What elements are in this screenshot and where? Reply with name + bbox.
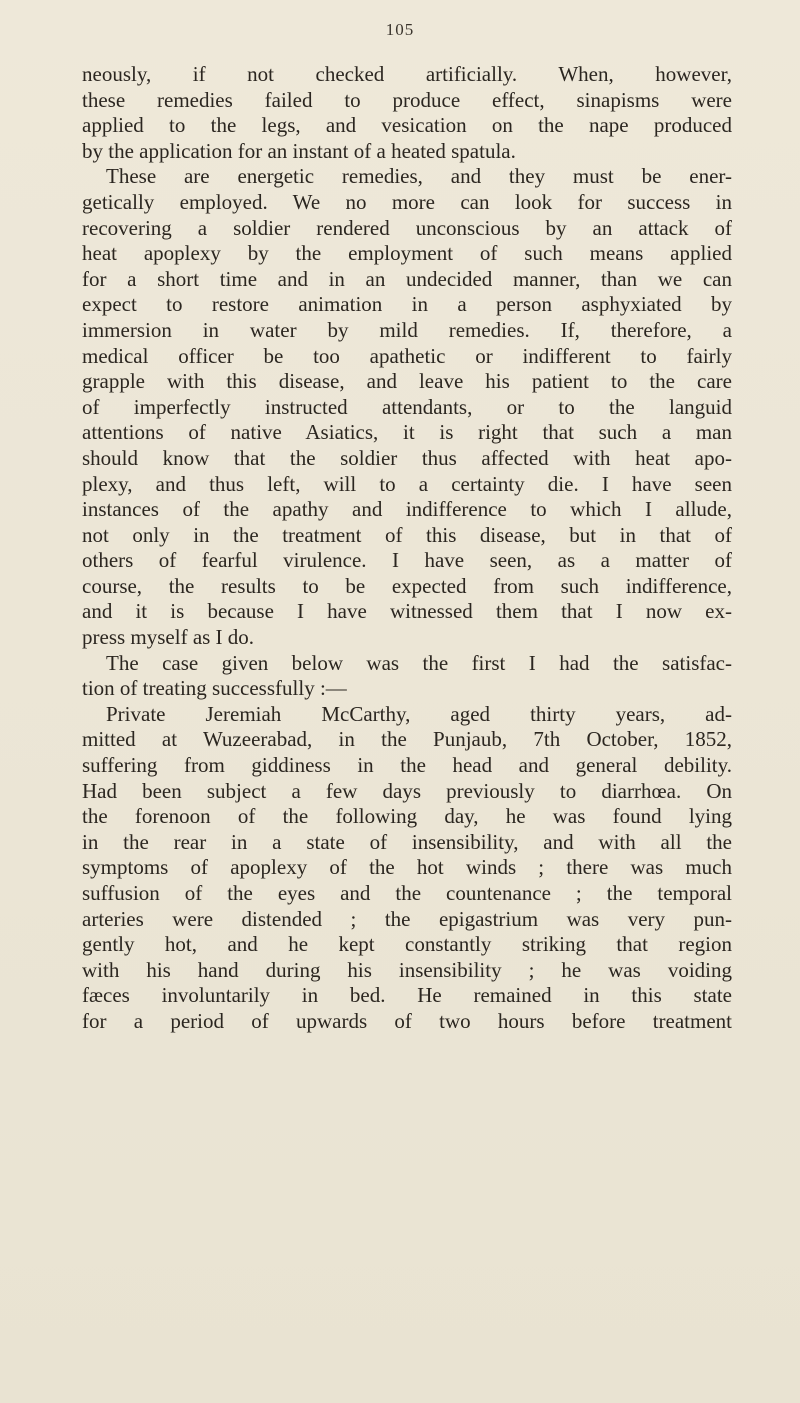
text-line: attentions of native Asiatics, it is right that such a man [82, 420, 732, 445]
text-line: tion of treating successfully :— [82, 676, 347, 701]
text-line: Private Jeremiah McCarthy, aged thirty years, ad- [106, 701, 732, 726]
text-line: getically employed. We no more can look for success in [82, 189, 732, 214]
text-line: for a short time and in an undecided manner, than we can [82, 266, 732, 291]
text-line: not only in the treatment of this disease, but in that of [82, 522, 732, 547]
text-line: mitted at Wuzeerabad, in the Punjaub, 7th October, 1852, [82, 727, 732, 752]
text-line: heat apoplexy by the employment of such means applied [82, 241, 732, 266]
text-line: these remedies failed to produce effect, sinapisms were [82, 87, 732, 112]
text-line: fæces involuntarily in bed. He remained in this state [82, 983, 732, 1008]
text-line: immersion in water by mild remedies. If, therefore, a [82, 317, 732, 342]
text-line: plexy, and thus left, will to a certainty die. I have seen [82, 471, 732, 496]
text-line: should know that the soldier thus affected with heat apo- [82, 445, 732, 470]
text-line: applied to the legs, and vesication on the nape produced [82, 113, 732, 138]
text-line: instances of the apathy and indifference to which I allude, [82, 497, 732, 522]
text-line: arteries were distended ; the epigastrium was very pun- [82, 906, 732, 931]
text-line: with his hand during his insensibility ; he was voiding [82, 957, 732, 982]
text-line: symptoms of apoplexy of the hot winds ; there was much [82, 855, 732, 880]
text-line: grapple with this disease, and leave his patient to the care [82, 369, 732, 394]
text-line: These are energetic remedies, and they must be ener- [106, 164, 732, 189]
text-line: course, the results to be expected from such indifference, [82, 573, 732, 598]
text-line: medical officer be too apathetic or indifferent to fairly [82, 343, 732, 368]
text-line: for a period of upwards of two hours before treatment [82, 1008, 732, 1033]
body-text [82, 62, 732, 1035]
text-line: neously, if not checked artificially. When, however, [82, 62, 732, 86]
text-line: the forenoon of the following day, he was found lying [82, 804, 732, 829]
text-line: others of fearful virulence. I have seen, as a matter of [82, 548, 732, 573]
text-line: suffusion of the eyes and the countenance ; the temporal [82, 881, 732, 905]
text-line: by the application for an instant of a heated spatula. [82, 138, 516, 163]
text-line: of imperfectly instructed attendants, or to the languid [82, 394, 732, 419]
text-line: in the rear in a state of insensibility, and with all the [82, 829, 732, 854]
text-line: and it is because I have witnessed them that I now ex- [82, 599, 732, 624]
text-line: suffering from giddiness in the head and general debility. [82, 753, 732, 778]
text-line: expect to restore animation in a person asphyxiated by [82, 292, 732, 317]
text-line: Had been subject a few days previously to diarrhœa. On [82, 778, 732, 803]
page-number: 105 [385, 20, 415, 39]
text-line: recovering a soldier rendered unconscious by an attack of [82, 215, 732, 240]
text-line: The case given below was the first I had the satisfac- [106, 650, 732, 675]
text-line: gently hot, and he kept constantly striking that region [82, 932, 732, 957]
text-line: press myself as I do. [82, 625, 255, 650]
